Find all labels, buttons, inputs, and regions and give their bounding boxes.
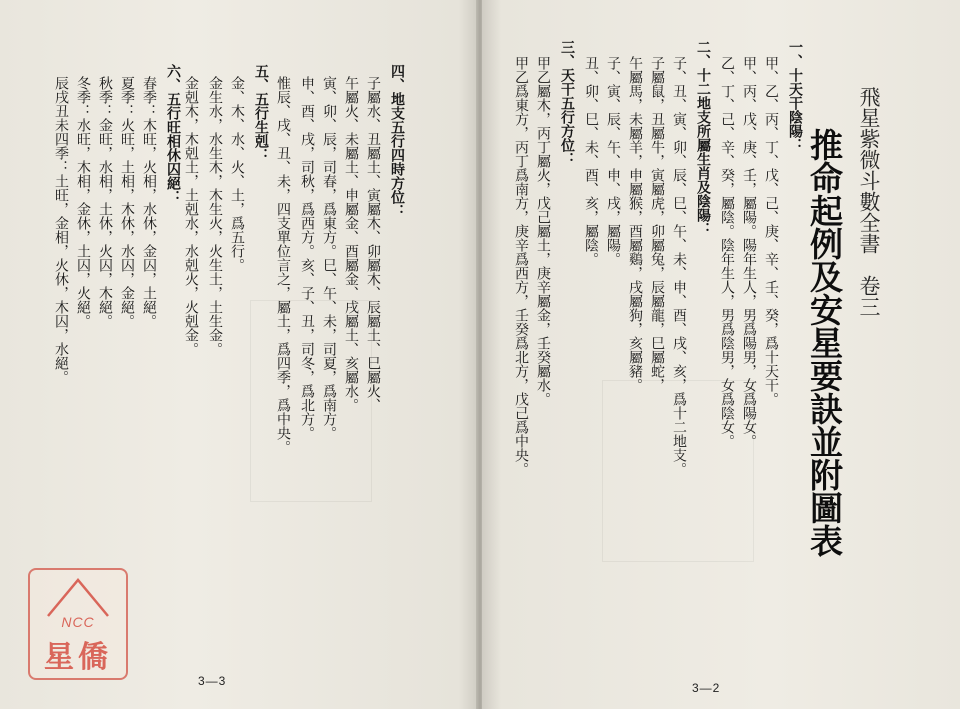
text-column: 甲、乙、丙、丁、戊、己、庚、辛、壬、癸，爲十天干。 — [763, 56, 779, 406]
ncc-stamp-logo — [28, 568, 128, 680]
text-column: 午屬火、未屬土、申屬金、酉屬金、戌屬土、亥屬水。 — [343, 76, 359, 412]
text-column: 寅、卯、辰，司春，爲東方。巳、午、未，司夏，爲南方。 — [321, 76, 337, 440]
stamp-xingqiao-text: 星僑 — [44, 640, 112, 675]
text-column: 甲乙屬木，丙丁屬火，戊己屬土，庚辛屬金，壬癸屬水。 — [535, 56, 551, 406]
text-column: 辰戌丑未四季：土旺，金相，火休，木囚，水絕。 — [53, 76, 69, 384]
book-title: 飛星紫微斗數全書 卷三 — [857, 86, 881, 317]
text-column: 丑、卯、巳、未、酉、亥，屬陰。 — [583, 56, 599, 266]
text-column: 冬季：水旺，木相，金休，土囚，火絕。 — [75, 76, 91, 328]
right-page — [482, 0, 960, 709]
stamp-ncc-text: NCC — [61, 614, 95, 630]
text-column: 子、寅、辰、午、申、戌，屬陽。 — [605, 56, 621, 266]
right-page-number: 3—2 — [692, 681, 721, 695]
text-column: 子屬鼠，丑屬牛，寅屬虎，卯屬兔，辰屬龍，巳屬蛇， — [649, 56, 665, 392]
text-column: 子屬水、丑屬土、寅屬木、卯屬木、辰屬土、巳屬火、 — [365, 76, 381, 412]
section-heading: 五、五行生剋： — [253, 64, 269, 162]
text-column: 甲、丙、戊、庚、壬，屬陽。陽年生人，男爲陽男，女爲陽女。 — [741, 56, 757, 448]
text-column: 乙、丁、己、辛、癸，屬陰。陰年生人，男爲陰男，女爲陰女。 — [719, 56, 735, 448]
text-column: 夏季：火旺，土相，木休，水囚，金絕。 — [119, 76, 135, 328]
section-heading: 二、十二地支所屬生肖及陰陽： — [695, 40, 711, 236]
section-heading: 一、十天干陰陽： — [787, 40, 803, 152]
text-column: 甲乙爲東方，丙丁爲南方，庚辛爲西方，壬癸爲北方，戊己爲中央。 — [513, 56, 529, 476]
section-heading: 六、五行旺相休囚絕： — [165, 64, 181, 204]
text-column: 金生水，水生木，木生火，火生土，土生金。 — [207, 76, 223, 356]
text-column: 金剋木，木剋土，土剋水，水剋火，火剋金。 — [183, 76, 199, 356]
text-column: 午屬馬，未屬羊，申屬猴，酉屬鷄，戌屬狗，亥屬豬。 — [627, 56, 643, 392]
text-column: 子、丑、寅、卯、辰、巳、午、未、申、酉、戌、亥，爲十二地支。 — [671, 56, 687, 476]
chapter-title: 推命起例及安星要訣並附圖表 — [805, 128, 844, 557]
left-page-number: 3—3 — [198, 674, 227, 688]
text-column: 申、酉、戌，司秋，爲西方。亥、子、丑，司冬，爲北方。 — [299, 76, 315, 440]
text-column: 惟辰、戌、丑、未，四支單位言之，屬土，爲四季，爲中央。 — [275, 76, 291, 454]
section-heading: 三、天干五行方位： — [559, 40, 575, 166]
text-column: 金、木、水、火、土，爲五行。 — [229, 76, 245, 272]
text-column: 春季：木旺，火相，水休，金囚，土絕。 — [141, 76, 157, 328]
text-column: 秋季：金旺，水相，土休，火囚，木絕。 — [97, 76, 113, 328]
section-heading: 四、地支五行四時方位： — [389, 64, 405, 218]
